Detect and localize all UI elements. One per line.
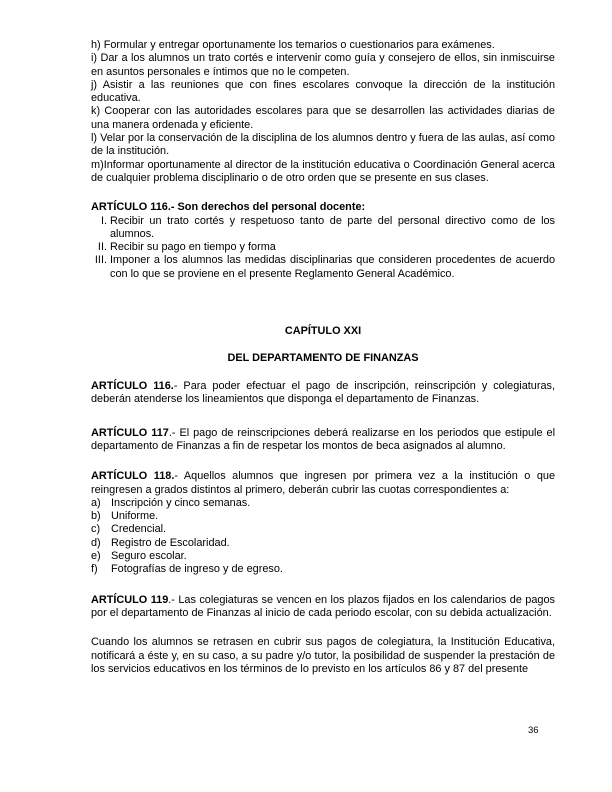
list-item: III. Imponer a los alumnos las medidas disciplinarias que consideren procedentes de acuerdo con lo que se proviene en el presente Reglamento General Académico. [94,254,555,280]
article-119: ARTÍCULO 119.- Las colegiaturas se vencen en los plazos fijados en los calendarios de pagos por el departamento de Finanzas al inicio de cada periodo escolar, con su debida actualización. [91,593,555,619]
list-item: b) Uniforme. [91,510,159,523]
list-item: II. Recibir su pago en tiempo y forma [97,241,276,254]
list-item: I. Recibir un trato cortés y respetuoso tanto de parte del personal directivo como de los alumnos. [100,214,555,240]
paragraph-k: k) Cooperar con las autoridades escolares para que se desarrollen las actividades diarias de una manera ordenada y eficiente. [91,105,555,131]
paragraph-i: i) Dar a los alumnos un trato cortés e intervenir como guía y consejero de ellos, sin inmiscuirse en asuntos personales e íntimos que no le competen. [91,52,555,78]
chapter-number: CAPÍTULO XXI [284,325,362,338]
closing-paragraph: Cuando los alumnos se retrasen en cubrir sus pagos de colegiatura, la Institución Educativa, notificará a éste y, en su caso, a su padre y/o tutor, la posibilidad de suspender la prestación de los servicios educativos en los términos de lo previsto en los artículos 86 y 87 del presente [91,636,555,675]
article-118: ARTÍCULO 118.- Aquellos alumnos que ingresen por primera vez a la institución o que reingresen a grados distintos al primero, deberán cubrir las cuotas correspondientes a: [91,470,555,496]
list-item: d) Registro de Escolaridad. [91,536,230,549]
page-body [91,39,555,676]
paragraph-m: m)Informar oportunamente al director de la institución educativa o Coordinación General acerca de cualquier problema disciplinario o de otro orden que se presente en sus clases. [91,158,555,184]
list-item: a) Inscripción y cinco semanas. [91,496,251,509]
chapter-title: DEL DEPARTAMENTO DE FINANZAS [227,352,419,365]
page-number: 36 [528,725,539,736]
article-117: ARTÍCULO 117.- El pago de reinscripciones deberá realizarse en los periodos que estipule el departamento de Finanzas a fin de respetar los montos de beca asignados al alumno. [91,426,555,452]
list-item: e) Seguro escolar. [91,550,187,563]
paragraph-j: j) Asistir a las reuniones que con fines escolares convoque la dirección de la institución educativa. [91,78,555,105]
article-116-finanzas: ARTÍCULO 116.- Para poder efectuar el pago de inscripción, reinscripción y colegiaturas, deberán atenderse los lineamientos que disponga el departamento de Finanzas. [91,380,555,406]
article-116-heading: ARTÍCULO 116.- Son derechos del personal docente: [91,201,366,214]
paragraph-h: h) Formular y entregar oportunamente los temarios o cuestionarios para exámenes. [91,39,495,51]
list-item: c) Credencial. [91,523,167,536]
paragraph-l: l) Velar por la conservación de la disciplina de los alumnos dentro y fuera de las aulas, así como de la institución. [91,132,555,158]
list-item: f) Fotografías de ingreso y de egreso. [91,563,283,576]
